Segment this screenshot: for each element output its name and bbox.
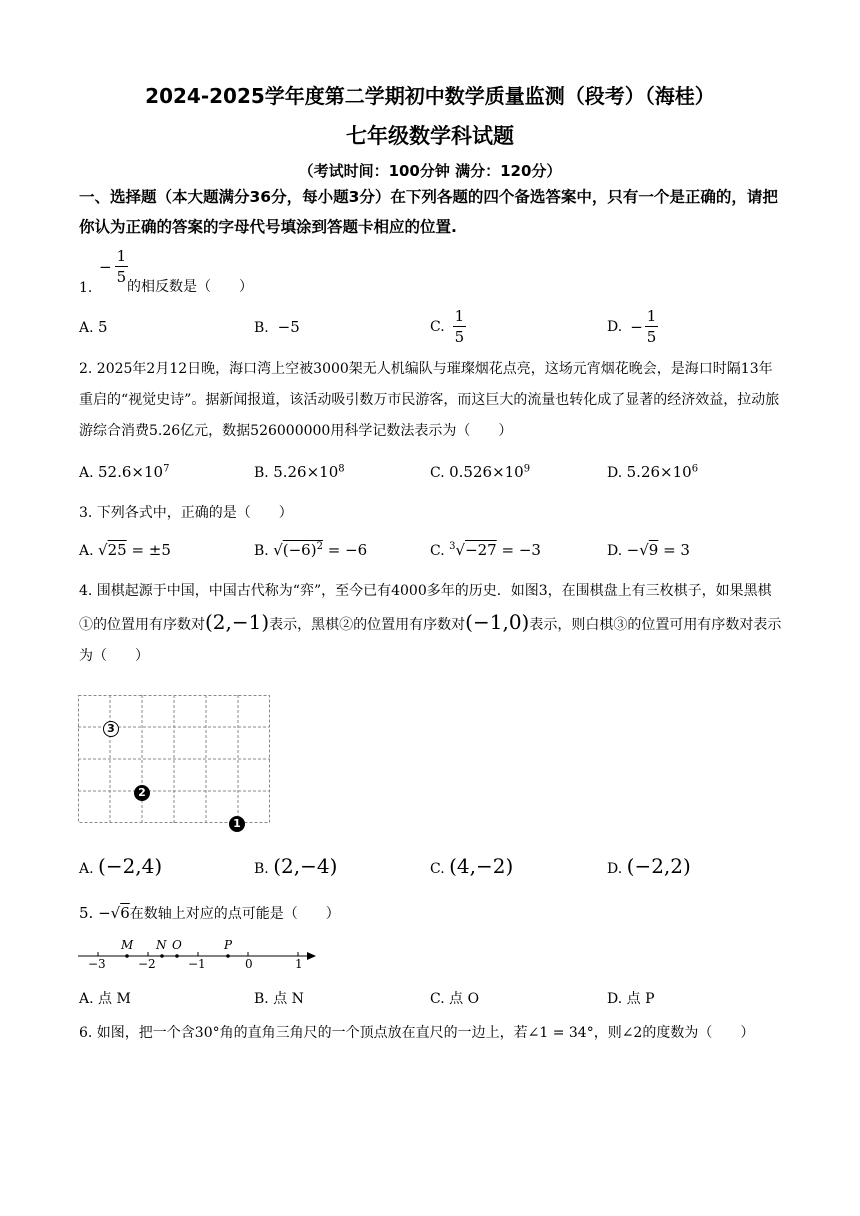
question-2: 2. 2025年2月12日晚，海口湾上空被3000架无人机编队与璀璨烟花点亮，这场元宵烟花晚会，是海口时隔13年重启的“视觉史诗”。据新闻报道，该活动吸引数万市民游客，而这巨大的流量也转化成了显著的经济效益，拉动旅游综合消费5.26亿元，数据526000000用科学记数法表示为（ ） xyxy=(79,361,780,439)
q1-option-c[interactable]: C. $\frac{1}{5}$ xyxy=(430,307,465,346)
q3-option-b[interactable]: B. $√(-6)^2 = -6$ xyxy=(254,541,368,559)
white-stone-3: 3 xyxy=(103,721,119,737)
q3-option-a[interactable]: A. √25 = ±5 xyxy=(79,541,171,559)
exam-title: 2024-2025学年度第二学期初中数学质量监测（段考）（海桂） xyxy=(145,84,715,108)
q2-option-c[interactable]: C. $0.526\times 10^9$ xyxy=(430,463,531,481)
exam-subtitle: 七年级数学科试题 xyxy=(346,124,514,148)
section-heading: 一、选择题（本大题满分36分，每小题3分）在下列各题的四个备选答案中，只有一个是正确的，请把你认为正确的答案的字母代号填涂到答题卡相应的位置. xyxy=(79,188,778,236)
question-stem: 的相反数是（ ） xyxy=(127,279,253,295)
question-number: 1. xyxy=(79,280,93,296)
q5-option-b[interactable]: B. 点 N xyxy=(254,991,304,1007)
q3-option-c[interactable]: C. $^3$√−27 = −3 xyxy=(430,541,541,559)
q1-option-a[interactable]: A. 5 xyxy=(79,318,108,336)
q5-option-d[interactable]: D. 点 P xyxy=(607,991,655,1007)
question-6: 6. 如图，把一个含30°角的直角三角尺的一个顶点放在直尺的一边上，若∠1 = 34°，则∠2的度数为（ ） xyxy=(79,1025,755,1041)
point-o-label: O xyxy=(172,938,182,952)
q5-option-a[interactable]: A. 点 M xyxy=(79,991,131,1007)
question-5: 5. −√6在数轴上对应的点可能是（ ） xyxy=(79,904,340,922)
point-p-label: P xyxy=(224,938,233,952)
tick-label: −1 xyxy=(188,957,206,971)
q4-option-b[interactable]: B. (2,−4) xyxy=(254,854,338,878)
q2-option-a[interactable]: A. $52.6\times 10^7$ xyxy=(79,463,170,481)
ordered-pair-2: (−1,0) xyxy=(465,610,530,634)
q2-option-b[interactable]: B. $5.26\times 10^8$ xyxy=(254,463,345,481)
black-stone-1: 1 xyxy=(229,816,245,832)
q4-option-d[interactable]: D. (−2,2) xyxy=(607,854,691,878)
ordered-pair-1: (2,−1) xyxy=(205,610,270,634)
q1-option-d[interactable]: D. − $\frac{1}{5}$ xyxy=(607,307,657,346)
tick-label: 0 xyxy=(245,957,253,971)
go-board-figure xyxy=(78,695,273,825)
q4-option-c[interactable]: C. (4,−2) xyxy=(430,854,514,878)
q4-option-a[interactable]: A. (−2,4) xyxy=(79,854,163,878)
point-n-label: N xyxy=(156,938,167,952)
q3-option-d[interactable]: D. −√9 = 3 xyxy=(607,541,690,559)
q2-option-d[interactable]: D. $5.26\times 10^6$ xyxy=(607,463,699,481)
question-3: 3. 下列各式中，正确的是（ ） xyxy=(79,505,293,521)
tick-label: −3 xyxy=(88,957,106,971)
question-1-fraction: − $\frac{1}{5}$ xyxy=(99,247,127,286)
black-stone-2: 2 xyxy=(134,785,150,801)
tick-label: −2 xyxy=(138,957,156,971)
question-4: 4. 围棋起源于中国，中国古代称为“弈”，至今已有4000多年的历史．如图3，在围棋盘上有三枚棋子，如果黑棋①的位置用有序数对(2,−1)表示，黑棋②的位置用有序数对(−1,0)表示，则白棋③的位置可用有序数对表示为（ ） xyxy=(79,583,782,664)
point-m-label: M xyxy=(121,938,134,952)
tick-label: 1 xyxy=(295,957,303,971)
q1-option-b[interactable]: B. −5 xyxy=(254,318,300,336)
q5-option-c[interactable]: C. 点 O xyxy=(430,991,480,1007)
exam-info: （考试时间：100分钟 满分：120分） xyxy=(298,162,562,180)
